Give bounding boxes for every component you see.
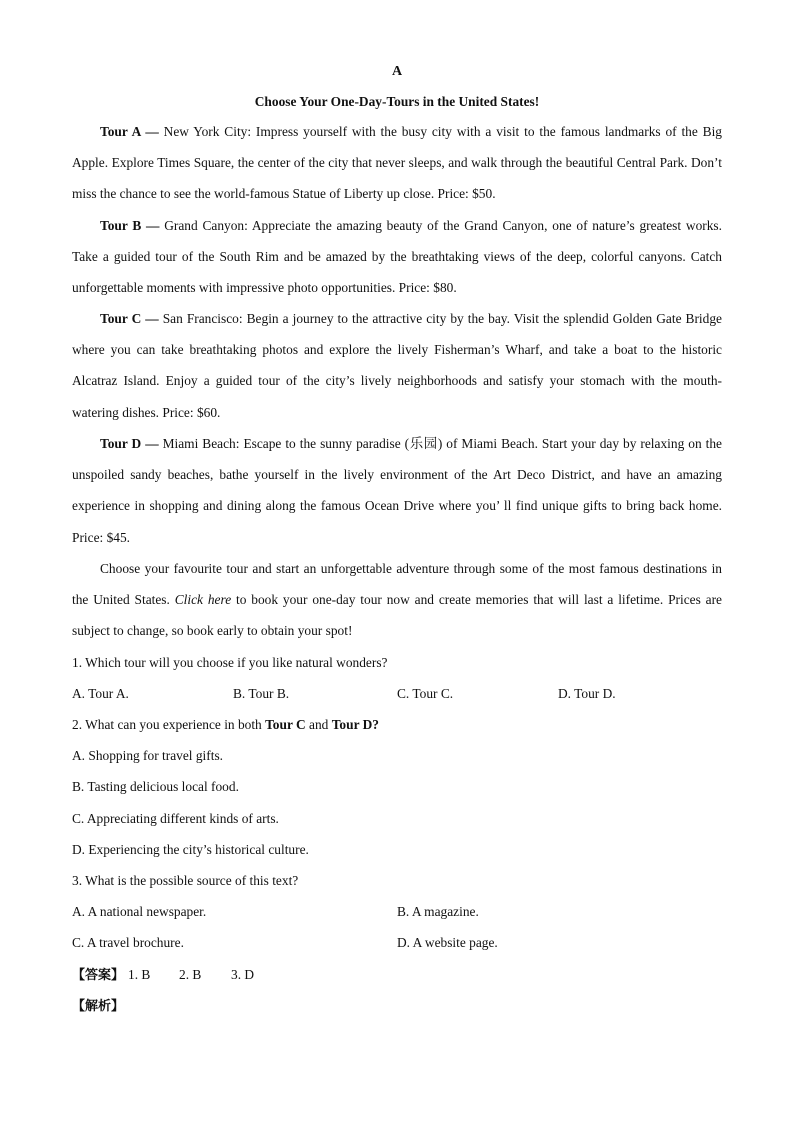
tour-d-text: Miami Beach: Escape to the sunny paradise (乐园) of Miami Beach. Start your day by relaxing on the unspoiled sandy beaches, bathe yourself in the lively environment of the Art Deco District, and have an amazing experience in shopping and dining along the famous Ocean Drive where you’ ll find unique gifts to bring back home. Price: $45. bbox=[72, 436, 723, 545]
tour-a-text: New York City: Impress yourself with the busy city with a visit to the famous landmarks of the Big Apple. Explore Times Square, the center of the city that never sleeps, and walk through the beautiful Central Park. Don’t miss the chance to see the world-famous Statue of Liberty up close. Price: $50. bbox=[72, 124, 722, 202]
q2-stem-before: 2. What can you experience in both bbox=[72, 717, 266, 732]
tour-b-paragraph bbox=[72, 210, 722, 304]
analysis-line bbox=[72, 996, 124, 1016]
answer-3: 3. D bbox=[231, 967, 255, 982]
section-letter: A bbox=[391, 64, 403, 79]
tour-b-label: Tour B — bbox=[100, 218, 160, 233]
q2-option-c[interactable]: C. Appreciating different kinds of arts. bbox=[72, 811, 279, 826]
q1-option-a[interactable]: A. Tour A. bbox=[72, 686, 129, 701]
click-here-link[interactable]: Click here bbox=[174, 592, 232, 608]
closing-paragraph bbox=[72, 553, 722, 647]
q2-stem-tour-c: Tour C bbox=[265, 717, 306, 732]
answer-label: 【答案】 bbox=[72, 968, 125, 983]
q2-option-d[interactable]: D. Experiencing the city’s historical culture. bbox=[72, 842, 309, 857]
tour-a-label: Tour A — bbox=[100, 124, 159, 139]
tour-c-paragraph bbox=[72, 303, 722, 428]
question-3-stem: 3. What is the possible source of this text? bbox=[72, 873, 299, 888]
tour-d-paragraph bbox=[72, 428, 722, 553]
analysis-label: 【解析】 bbox=[72, 999, 125, 1014]
q1-option-d[interactable]: D. Tour D. bbox=[558, 686, 616, 701]
q3-option-a[interactable]: A. A national newspaper. bbox=[72, 904, 207, 919]
question-1-stem: 1. Which tour will you choose if you like natural wonders? bbox=[72, 655, 388, 670]
passage-title: Choose Your One-Day-Tours in the United States! bbox=[254, 94, 540, 109]
answer-line bbox=[72, 965, 372, 985]
tour-b-text: Grand Canyon: Appreciate the amazing beauty of the Grand Canyon, one of nature’s greatest works. Take a guided tour of the South Rim and be amazed by the breathtaking views of the deep, colorful canyons. Catch unforgettable moments with impressive photo opportunities. Price: $80. bbox=[72, 218, 722, 296]
question-1-options bbox=[72, 684, 722, 704]
q1-option-c[interactable]: C. Tour C. bbox=[397, 686, 454, 701]
answer-1: 1. B bbox=[128, 967, 151, 982]
q2-stem-tour-d: Tour D? bbox=[331, 717, 379, 732]
tour-d-label: Tour D — bbox=[100, 436, 159, 451]
answer-2: 2. B bbox=[179, 967, 202, 982]
q2-stem-mid: and bbox=[305, 717, 332, 732]
q2-option-b[interactable]: B. Tasting delicious local food. bbox=[72, 779, 239, 794]
q1-option-b[interactable]: B. Tour B. bbox=[233, 686, 290, 701]
q3-option-b[interactable]: B. A magazine. bbox=[397, 904, 479, 919]
closing-text-before: Choose your favourite tour and start an unforgettable adventure through some of the most famous destinations in the United States. bbox=[72, 561, 722, 608]
tour-a-paragraph bbox=[72, 116, 722, 210]
closing-text-after: to book your one-day tour now and create memories that will last a lifetime. Prices are subject to change, so book early to obtain your spot! bbox=[72, 592, 722, 639]
question-3-options-row1 bbox=[72, 902, 722, 922]
tour-c-label: Tour C — bbox=[100, 311, 159, 326]
question-3-options-row2 bbox=[72, 933, 722, 953]
tour-c-text: San Francisco: Begin a journey to the attractive city by the bay. Visit the splendid Golden Gate Bridge where you can take breathtaking photos and explore the lively Fisherman’s Wharf, and take a boat to the historic Alcatraz Island. Enjoy a guided tour of the city’s lively neighborhoods and satisfy your stomach with the mouth-watering dishes. Price: $60. bbox=[72, 311, 722, 420]
q2-option-a[interactable]: A. Shopping for travel gifts. bbox=[72, 748, 223, 763]
question-2-stem bbox=[72, 715, 379, 735]
q3-option-d[interactable]: D. A website page. bbox=[397, 935, 498, 950]
q3-option-c[interactable]: C. A travel brochure. bbox=[72, 935, 184, 950]
